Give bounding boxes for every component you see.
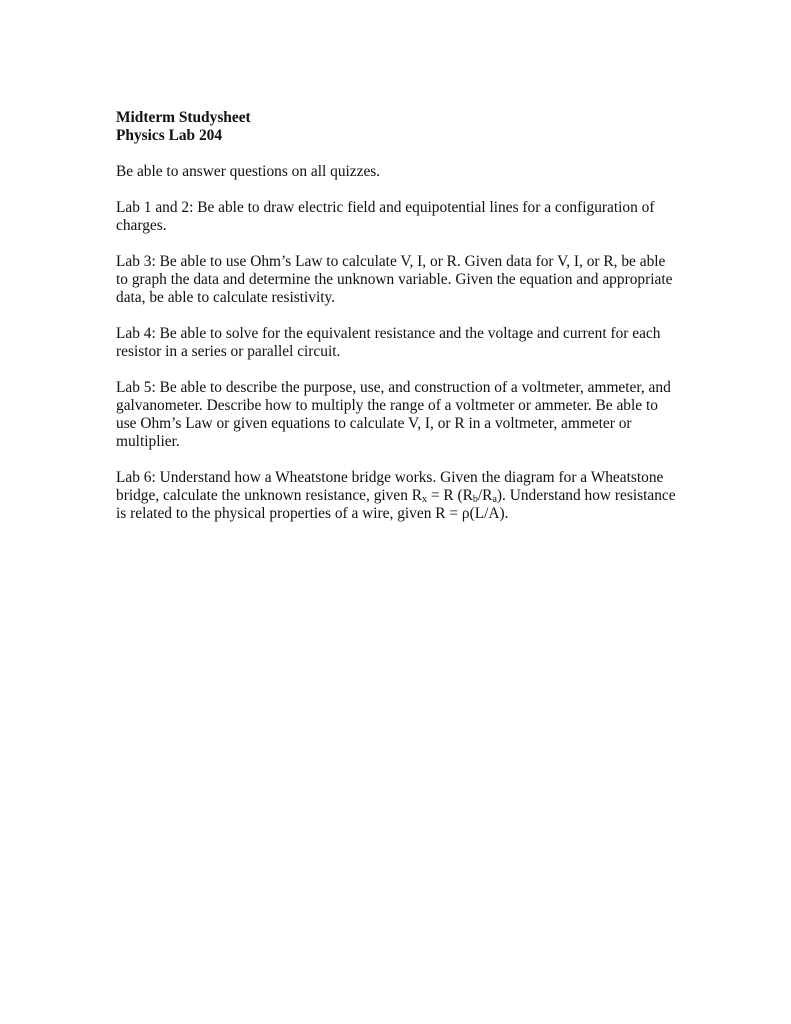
document-page [116, 109, 676, 541]
subscript-x: x [422, 494, 428, 505]
lab-6-text-4: ). Understand how resistance is related to the physical properties of a wire, given R = ρ(L/A). [116, 487, 676, 522]
subscript-a: a [492, 494, 497, 505]
lab-4-paragraph: Lab 4: Be able to solve for the equivalent resistance and the voltage and current for each resistor in a series or parallel circuit. [116, 325, 661, 360]
intro-paragraph: Be able to answer questions on all quizzes. [116, 163, 381, 180]
lab-6-text-2: = R (R [427, 487, 473, 504]
title-block [116, 109, 676, 145]
lab-6-paragraph [116, 469, 676, 523]
subscript-b: b [472, 494, 478, 505]
lab-3-paragraph: Lab 3: Be able to use Ohm’s Law to calculate V, I, or R. Given data for V, I, or R, be able to graph the data and determine the unknown variable. Given the equation and appropriate data, be able to calculate resistivity. [116, 253, 673, 306]
lab-1-2-paragraph: Lab 1 and 2: Be able to draw electric field and equipotential lines for a configuration of charges. [116, 199, 655, 234]
lab-5-paragraph: Lab 5: Be able to describe the purpose, use, and construction of a voltmeter, ammeter, and galvanometer. Describe how to multiply the range of a voltmeter or ammeter. Be able to use Ohm’s Law or given equations to calculate V, I, or R in a voltmeter, ammeter or multiplier. [116, 379, 671, 450]
course-name: Physics Lab 204 [116, 127, 223, 144]
lab-6-text-1: Lab 6: Understand how a Wheatstone bridge works. Given the diagram for a Wheatstone bridge, calculate the unknown resistance, given R [116, 469, 664, 504]
lab-6-text-3: /R [477, 487, 493, 504]
document-title: Midterm Studysheet [116, 109, 251, 126]
